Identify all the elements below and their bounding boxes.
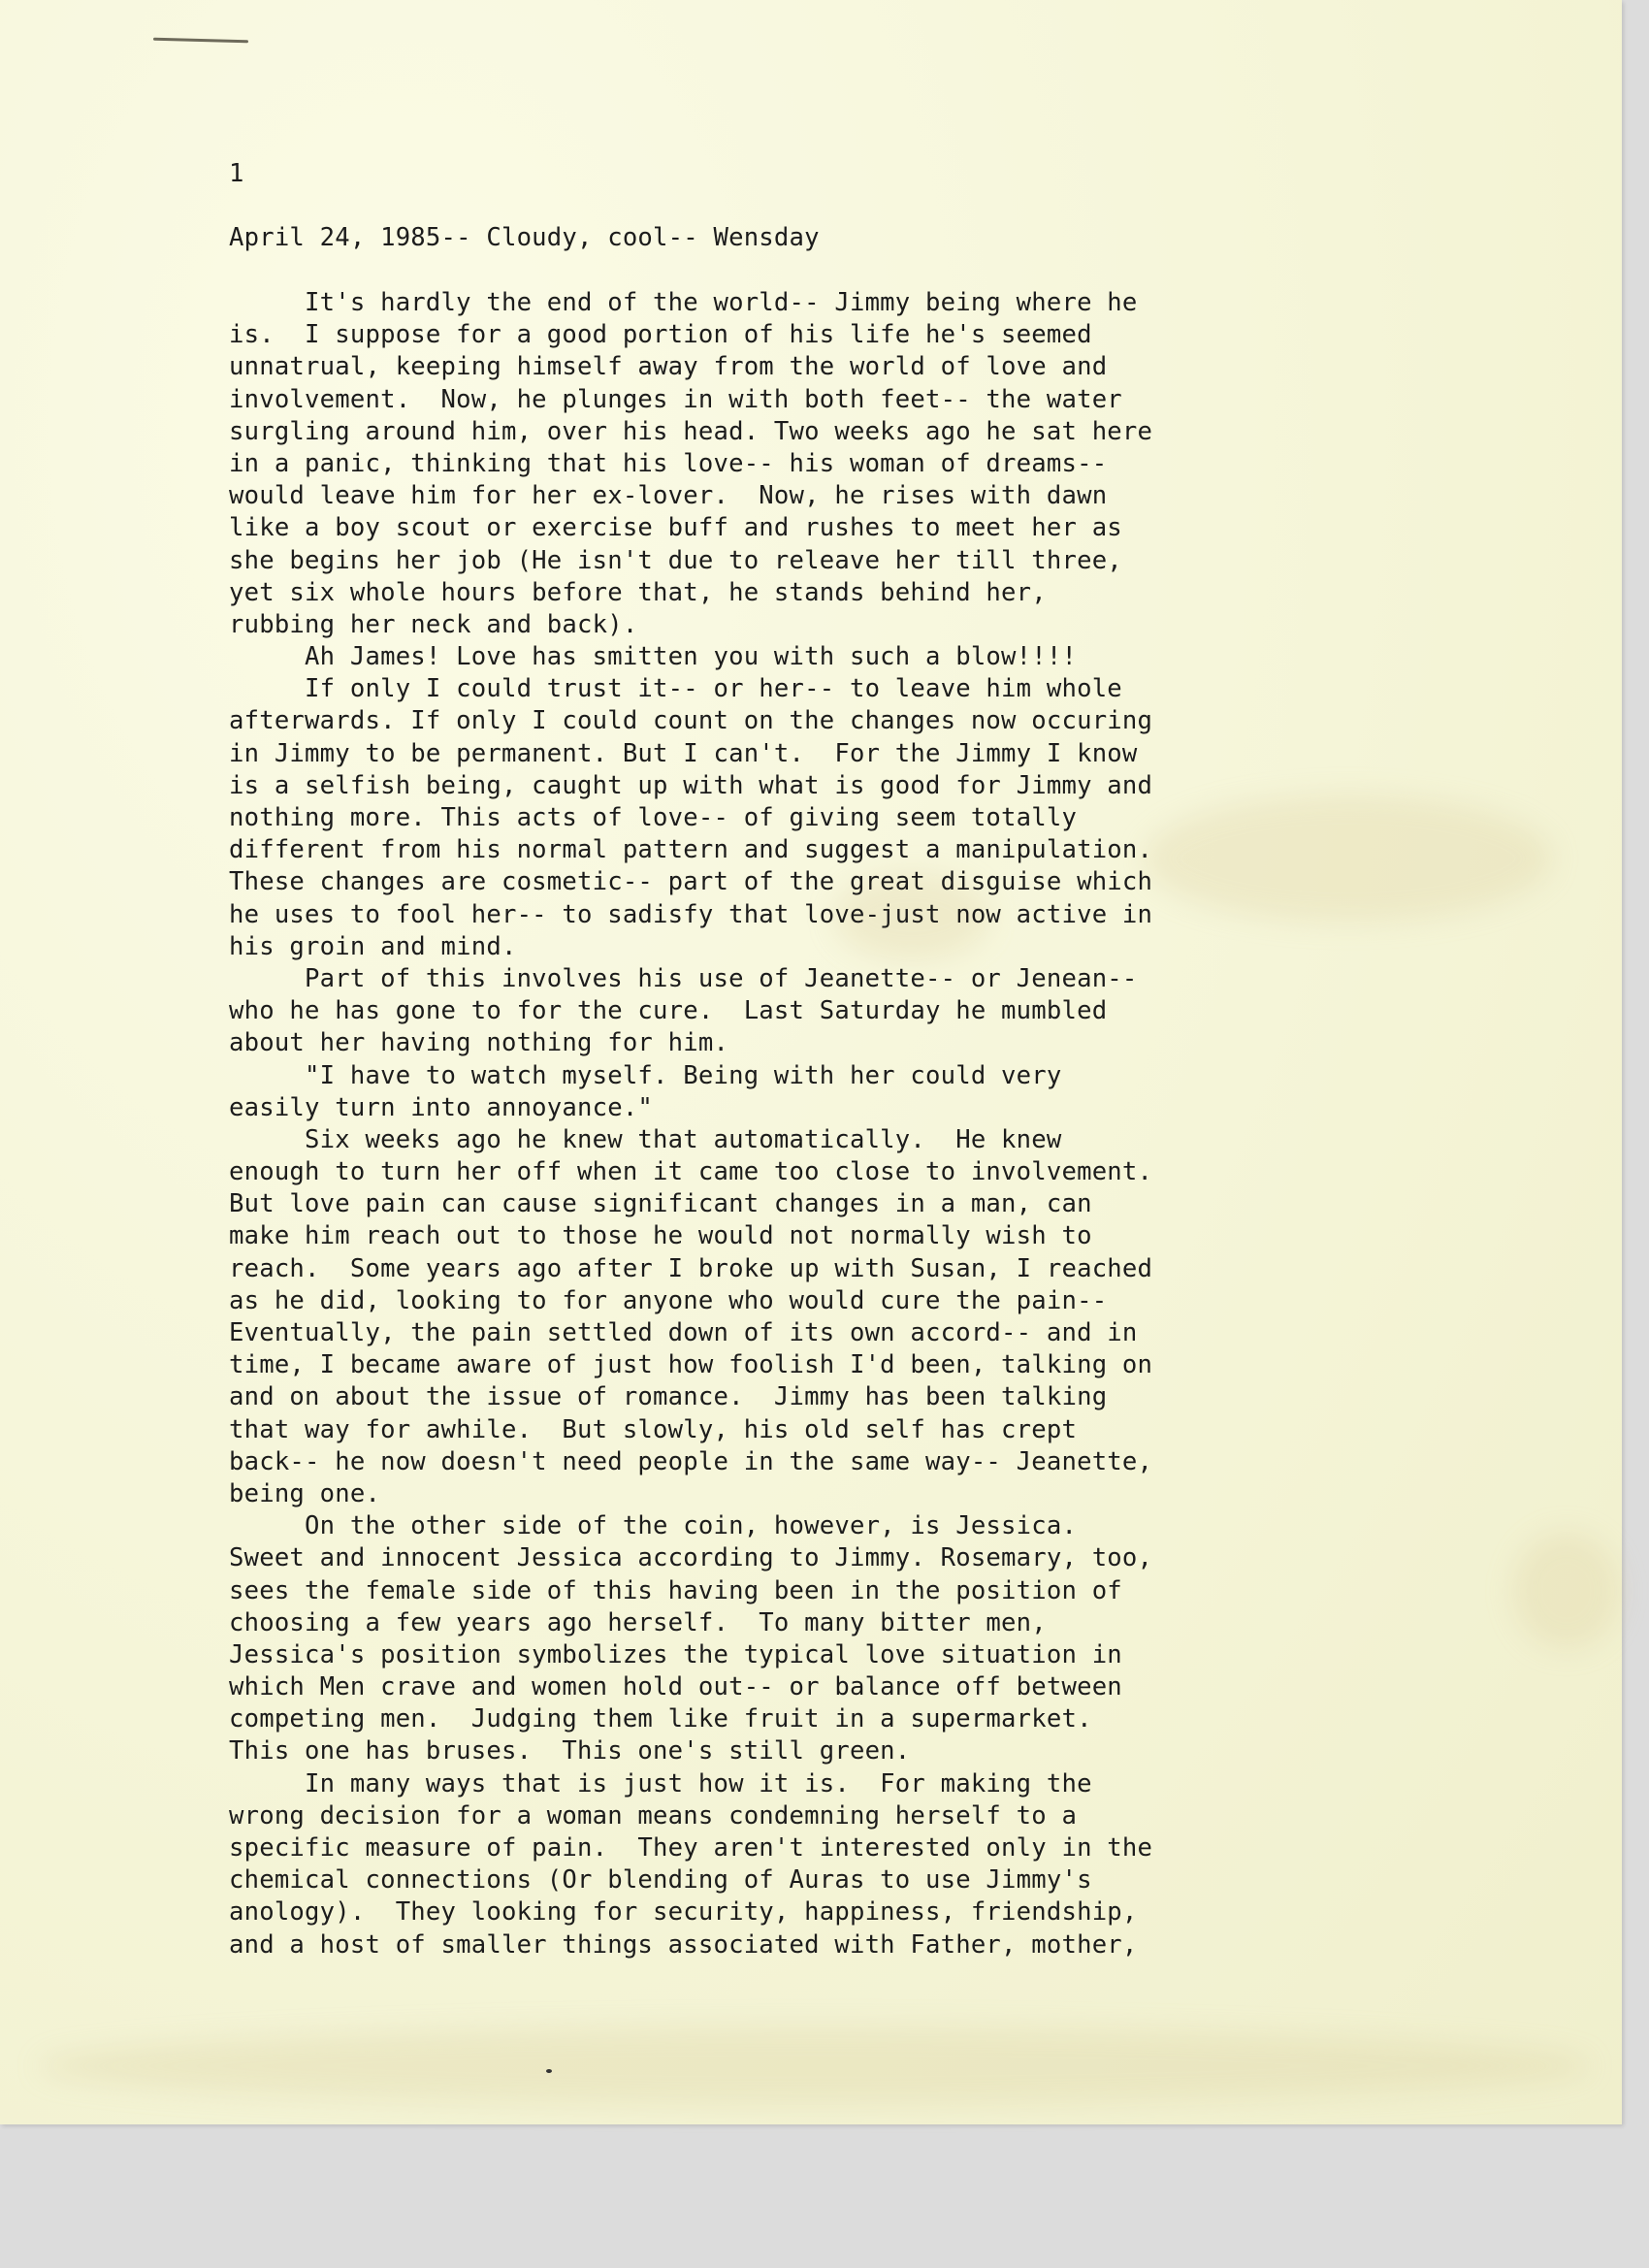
journal-text-line: Sweet and innocent Jessica according to Jimmy. Rosemary, too, xyxy=(229,1543,1153,1573)
journal-text-line: is. I suppose for a good portion of his life he's seemed xyxy=(229,320,1092,350)
journal-text-line: wrong decision for a woman means condemning herself to a xyxy=(229,1800,1078,1831)
paper-stain xyxy=(1145,795,1552,922)
journal-text-line: make him reach out to those he would not normally wish to xyxy=(229,1221,1092,1251)
journal-text-line: in a panic, thinking that his love-- his woman of dreams-- xyxy=(229,448,1108,478)
journal-date-heading: April 24, 1985-- Cloudy, cool-- Wensday xyxy=(229,223,820,252)
journal-text-line: chemical connections (Or blending of Auras to use Jimmy's xyxy=(229,1865,1092,1895)
journal-text-line: and on about the issue of romance. Jimmy has been talking xyxy=(229,1382,1108,1412)
journal-text-line: as he did, looking to for anyone who would cure the pain-- xyxy=(229,1285,1108,1315)
journal-text-line: different from his normal pattern and suggest a manipulation. xyxy=(229,835,1153,865)
journal-text-line: being one. xyxy=(229,1478,381,1508)
journal-text-line: specific measure of pain. They aren't interested only in the xyxy=(229,1833,1153,1863)
journal-text-line: Six weeks ago he knew that automatically. He knew xyxy=(229,1124,1062,1154)
journal-text-line: On the other side of the coin, however, is Jessica. xyxy=(229,1511,1078,1541)
paper-stain xyxy=(39,2027,1591,2105)
journal-text-line: that way for awhile. But slowly, his old self has crept xyxy=(229,1414,1078,1444)
journal-text-line: sees the female side of this having been in the position of xyxy=(229,1575,1122,1605)
journal-text-line: rubbing her neck and back). xyxy=(229,609,638,639)
journal-text-line: who he has gone to for the cure. Last Saturday he mumbled xyxy=(229,996,1108,1026)
journal-text-line: he uses to fool her-- to sadisfy that love-just now active in xyxy=(229,899,1153,929)
journal-text-line: back-- he now doesn't need people in the same way-- Jeanette, xyxy=(229,1446,1153,1476)
journal-text-line: nothing more. This acts of love-- of giving seem totally xyxy=(229,803,1078,832)
journal-text-line: surgling around him, over his head. Two weeks ago he sat here xyxy=(229,416,1153,446)
journal-text-line: Ah James! Love has smitten you with such a blow!!!! xyxy=(229,642,1078,672)
journal-text-line: like a boy scout or exercise buff and rushes to meet her as xyxy=(229,513,1122,543)
ink-dot xyxy=(546,2069,552,2073)
journal-text-line: is a selfish being, caught up with what is good for Jimmy and xyxy=(229,770,1153,800)
journal-text-line: which Men crave and women hold out-- or balance off between xyxy=(229,1672,1122,1702)
journal-text-line: anology). They looking for security, happiness, friendship, xyxy=(229,1897,1138,1928)
journal-text-line: afterwards. If only I could count on the changes now occuring xyxy=(229,706,1153,736)
pencil-mark xyxy=(153,38,248,44)
journal-text-line: would leave him for her ex-lover. Now, he rises with dawn xyxy=(229,481,1108,511)
journal-text-line: yet six whole hours before that, he stands behind her, xyxy=(229,577,1047,607)
journal-text-line: If only I could trust it-- or her-- to leave him whole xyxy=(229,674,1122,704)
journal-text-line: This one has bruses. This one's still green. xyxy=(229,1736,911,1766)
journal-text-line: It's hardly the end of the world-- Jimmy being where he xyxy=(229,288,1138,317)
journal-text-line: time, I became aware of just how foolish I'd been, talking on xyxy=(229,1350,1153,1380)
journal-text-line: These changes are cosmetic-- part of the great disguise which xyxy=(229,867,1153,897)
journal-text-line: easily turn into annoyance." xyxy=(229,1092,654,1122)
journal-text-line: Eventually, the pain settled down of its own accord-- and in xyxy=(229,1318,1138,1347)
journal-text-line: in Jimmy to be permanent. But I can't. For the Jimmy I know xyxy=(229,738,1138,768)
journal-text-line: But love pain can cause significant changes in a man, can xyxy=(229,1189,1092,1219)
journal-text-line: she begins her job (He isn't due to releave her till three, xyxy=(229,545,1122,575)
journal-text-line: In many ways that is just how it is. For making the xyxy=(229,1768,1092,1798)
page-number: 1 xyxy=(229,159,244,188)
journal-text-line: about her having nothing for him. xyxy=(229,1028,729,1058)
journal-text-line: unnatrual, keeping himself away from the world of love and xyxy=(229,352,1108,382)
journal-text-line: his groin and mind. xyxy=(229,931,517,961)
journal-text-line: Jessica's position symbolizes the typical love situation in xyxy=(229,1639,1122,1669)
journal-text-line: competing men. Judging them like fruit in a supermarket. xyxy=(229,1704,1092,1734)
journal-text-line: Part of this involves his use of Jeanette-- or Jenean-- xyxy=(229,963,1138,993)
paper-stain xyxy=(1513,1533,1620,1649)
journal-text-line: enough to turn her off when it came too close to involvement. xyxy=(229,1157,1153,1187)
journal-text-line: involvement. Now, he plunges in with both feet-- the water xyxy=(229,384,1122,414)
journal-text-line: and a host of smaller things associated with Father, mother, xyxy=(229,1929,1138,1960)
journal-body xyxy=(229,287,1152,1961)
journal-text-line: choosing a few years ago herself. To many bitter men, xyxy=(229,1607,1047,1637)
journal-text-line: "I have to watch myself. Being with her could very xyxy=(229,1060,1062,1090)
journal-text-line: reach. Some years ago after I broke up with Susan, I reached xyxy=(229,1253,1153,1283)
